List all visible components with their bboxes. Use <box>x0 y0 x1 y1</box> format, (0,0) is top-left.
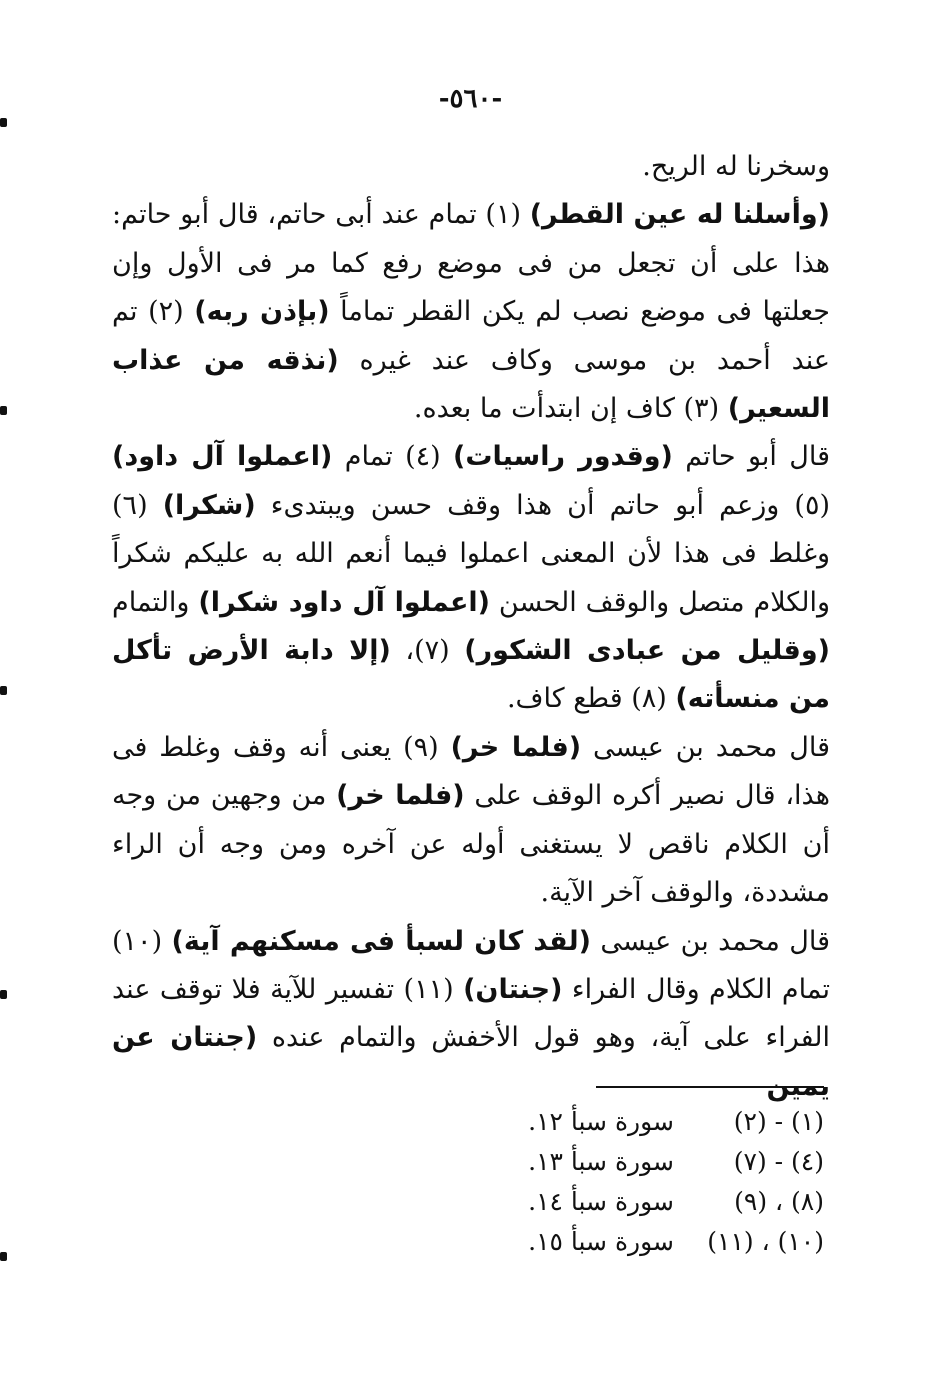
footnote-source: سورة سبأ ١٢. <box>528 1107 674 1136</box>
paragraph <box>112 724 830 918</box>
quran-quote: (اعملوا آل داود) <box>112 441 333 473</box>
footnote-divider <box>596 1086 824 1088</box>
quran-quote: (وأسلنا له عين القطر) <box>529 199 830 231</box>
footnote-source: سورة سبأ ١٤. <box>528 1187 674 1216</box>
footnote <box>470 1222 824 1262</box>
footnotes <box>470 1102 824 1262</box>
text-segment: (٥) وزعم أبو حاتم أن هذا وقف حسن ويبتدىء <box>255 489 830 521</box>
main-text <box>112 143 830 1111</box>
quran-quote: (فلما خر) <box>450 731 582 763</box>
text-segment: من وجهين من وجه أن الكلام ناقص لا يستغنى أوله عن آخره ومن وجه أن الراء مشددة، والوقف آخر الآية. <box>112 780 830 909</box>
text-segment: قال أبو حاتم <box>672 441 830 473</box>
footnote-source: سورة سبأ ١٥. <box>528 1227 674 1256</box>
paragraph <box>112 191 830 433</box>
page-number: -٥٦٠- <box>438 84 503 114</box>
footnote <box>470 1182 824 1222</box>
scan-mark <box>0 406 7 415</box>
text-segment: (٧)، <box>390 635 465 667</box>
text-segment: (١١) تفسير للآية فلا توقف عند الفراء على آية، وهو قول الأخفش والتمام عنده <box>112 973 831 1054</box>
footnote-refs: (٨) ، (٩) <box>734 1187 824 1216</box>
footnote <box>470 1142 824 1182</box>
quran-quote: (جنتان) <box>463 973 563 1005</box>
text-segment: (١) تمام عند أبى حاتم، قال أبو حاتم: هذا على أن تجعل من فى موضع رفع كما مر فى الأول وإن جعلتها فى موضع نصب لم يكن القطر تماماً <box>112 199 830 328</box>
text-segment: قال محمد بن عيسى <box>581 731 831 763</box>
text-segment: (١٠) تمام الكلام وقال الفراء <box>112 925 831 1005</box>
quran-quote: (اعملوا آل داود شكرا) <box>198 586 490 618</box>
footnote-source: سورة سبأ ١٣. <box>528 1147 674 1176</box>
paragraph <box>112 918 830 1112</box>
footnote <box>470 1102 824 1142</box>
text-segment: (٣) كاف إن ابتدأت ما بعده. <box>413 393 728 425</box>
scan-mark <box>0 990 7 999</box>
quran-quote: (نذقه من عذاب السعير) <box>112 344 830 425</box>
scan-mark <box>0 686 7 695</box>
footnote-refs: (١٠) ، (١١) <box>707 1227 824 1256</box>
quran-quote: (إلا دابة الأرض تأكل من منسأته) <box>112 635 830 715</box>
quran-quote: (بإذن ربه) <box>194 296 330 328</box>
text-segment: والتمام <box>112 586 199 618</box>
quran-quote: (وقليل من عبادى الشكور) <box>464 635 830 667</box>
quran-quote: (جنتان عن يمين <box>112 1022 830 1102</box>
footnote-refs: (١) - (٢) <box>733 1107 824 1136</box>
text-segment: (٢) تم عند أحمد بن موسى وكاف عند غيره <box>112 296 830 376</box>
scan-mark <box>0 1252 7 1261</box>
scan-mark <box>0 118 7 127</box>
text-segment: (٦) وغلط فى هذا لأن المعنى اعملوا فيما أنعم الله به عليكم شكراً والكلام متصل والوقف الحسن <box>112 489 830 618</box>
paragraph <box>112 433 830 723</box>
text-segment: (٨) قطع كاف. <box>506 683 676 715</box>
paragraph <box>112 143 830 191</box>
footnote-refs: (٤) - (٧) <box>733 1147 824 1176</box>
text-segment: (٩) يعنى أنه وقف وغلط فى هذا، قال نصير أكره الوقف على <box>112 731 830 812</box>
quran-quote: (لقد كان لسبأ فى مسكنهم آية) <box>171 925 591 957</box>
text-segment: وسخرنا له الريح. <box>642 151 830 182</box>
quran-quote: (فلما خر) <box>336 780 465 812</box>
quran-quote: (وقدور راسيات) <box>453 441 673 473</box>
text-segment: قال محمد بن عيسى <box>590 925 830 957</box>
quran-quote: (شكرا) <box>162 489 256 521</box>
text-segment: (٤) تمام <box>332 441 454 473</box>
